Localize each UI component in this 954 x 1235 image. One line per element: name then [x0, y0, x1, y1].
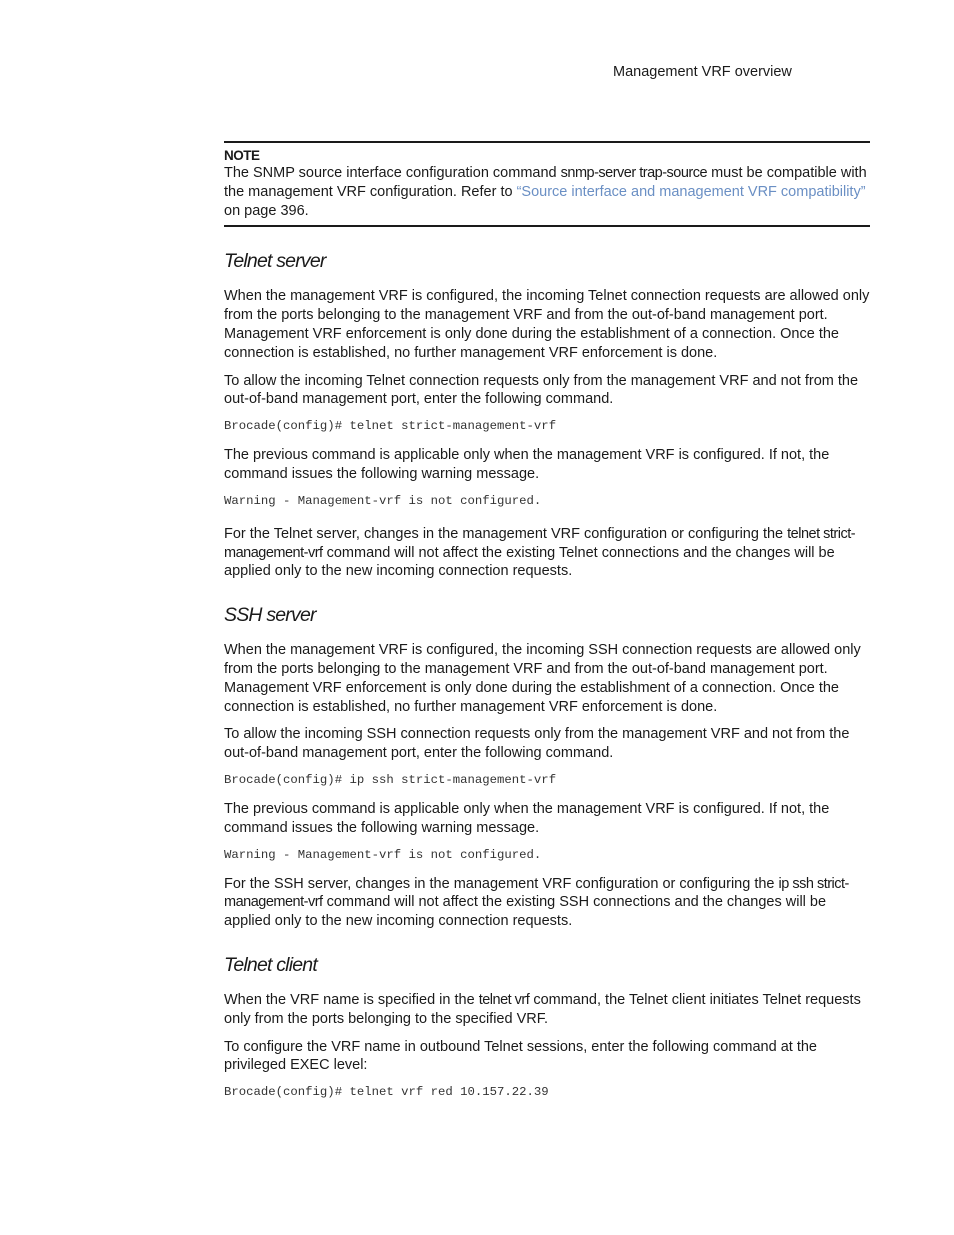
telnet-client-para-2: To configure the VRF name in outbound Telnet sessions, enter the following command at the privileged EXEC level:: [224, 1038, 817, 1074]
text-part: command will not affect the existing SSH connections and the changes will be applied only to the new incoming connection requests.: [224, 894, 827, 930]
text-part: For the SSH server, changes in the management VRF configuration or configuring the: [224, 875, 779, 892]
ssh-server-heading: SSH server: [224, 604, 316, 627]
note-text-part: The SNMP source interface configuration command: [224, 165, 561, 181]
ssh-server-code-1: Brocade(config)# ip ssh strict-management-vrf: [224, 772, 557, 787]
note-box: [224, 141, 870, 227]
telnet-server-para-1: When the management VRF is configured, the incoming Telnet connection requests are allowed only from the ports belonging to the management VRF and from the out-of-band management port. Management VRF enforcement is only done during the establishment of a connection. Once the connection is established, no further management VRF enforcement is done.: [224, 288, 870, 361]
telnet-server-para-4: [224, 525, 870, 581]
text-part: When the VRF name is specified in the: [224, 991, 479, 1008]
telnet-server-para-2: To allow the incoming Telnet connection requests only from the management VRF and not from the out-of-band management port, enter the following command.: [224, 372, 859, 408]
ssh-server-para-4: [224, 875, 870, 931]
inline-command: telnet strict-management-vrf: [224, 525, 856, 561]
cross-reference-link[interactable]: “Source interface and management VRF compatibility”: [516, 183, 866, 200]
telnet-client-heading: Telnet client: [224, 953, 317, 976]
ssh-server-code-2: Warning - Management-vrf is not configured.: [224, 847, 542, 862]
telnet-client-para-1: [224, 991, 870, 1029]
note-text: [224, 164, 870, 220]
note-text-part: on page 396.: [224, 202, 309, 219]
text-part: command, the Telnet client initiates Telnet requests only from the ports belonging to the specified VRF.: [224, 991, 861, 1027]
text-part: For the Telnet server, changes in the management VRF configuration or configuring the: [224, 525, 788, 542]
telnet-server-heading: Telnet server: [224, 250, 326, 273]
page-content: [224, 141, 870, 1112]
ssh-server-para-2: To allow the incoming SSH connection requests only from the management VRF and not from the out-of-band management port, enter the following command.: [224, 726, 850, 762]
telnet-client-code-1: Brocade(config)# telnet vrf red 10.157.22.39: [224, 1085, 549, 1100]
ssh-server-para-1: When the management VRF is configured, the incoming SSH connection requests are allowed only from the ports belonging to the management VRF and from the out-of-band management port. Management VRF enforcement is only done during the establishment of a connection. Once the connection is established, no further management VRF enforcement is done.: [224, 642, 861, 715]
note-label: NOTE: [224, 148, 260, 163]
running-header: Management VRF overview: [613, 64, 792, 80]
text-part: command will not affect the existing Telnet connections and the changes will be applied only to the new incoming connection requests.: [224, 544, 835, 580]
telnet-server-code-1: Brocade(config)# telnet strict-management-vrf: [224, 419, 557, 434]
telnet-server-para-3: The previous command is applicable only when the management VRF is configured. If not, the command issues the following warning message.: [224, 447, 830, 482]
ssh-server-para-3: The previous command is applicable only when the management VRF is configured. If not, the command issues the following warning message.: [224, 800, 830, 836]
inline-command: telnet vrf: [478, 991, 530, 1008]
telnet-server-code-2: Warning - Management-vrf is not configured.: [224, 493, 542, 508]
note-command: snmp-server trap-source: [560, 165, 708, 181]
inline-command: ip ssh strict-management-vrf: [224, 875, 849, 911]
note-text-part: must be compatible with the management VRF configuration. Refer to: [224, 165, 867, 200]
